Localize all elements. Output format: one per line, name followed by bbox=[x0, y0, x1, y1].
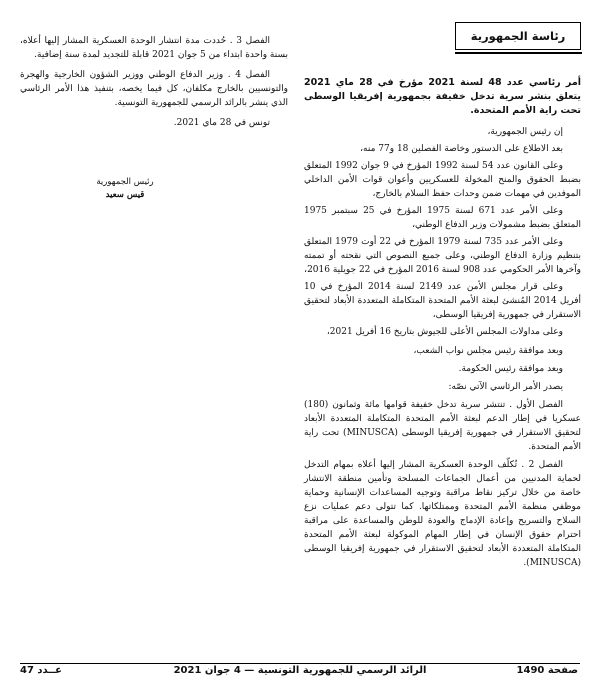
page-footer bbox=[20, 663, 580, 680]
paragraph: إن رئيس الجمهورية، bbox=[487, 127, 563, 137]
right-column bbox=[304, 125, 581, 570]
signer-name: قيس سعيد bbox=[105, 190, 145, 200]
paragraph: وعلى قرار مجلس الأمن عدد 2149 لسنة 2014 المؤرخ في 10 أفريل 2014 المُنشئ لبعثة الأمم المتحدة المتكاملة المتعددة الأبعاد لتحقيق الاستقرار في جمهورية إفريقيا الوسطى، bbox=[304, 282, 581, 320]
signer-title: رئيس الجمهورية bbox=[96, 177, 154, 187]
decree-title: أمر رئاسي عدد 48 لسنة 2021 مؤرخ في 28 ماي 2021 يتعلق بنشر سرية تدخل خفيفة بجمهورية إفريقيا الوسطى تحت راية الأمم المتحدة. bbox=[304, 77, 581, 116]
article-3: الفصل 3 . حُددت مدة انتشار الوحدة العسكرية المشار إليها أعلاه، بسنة واحدة ابتداء من 5 جوان 2021 قابلة للتجديد لمدة سنة إضافية. bbox=[20, 36, 288, 60]
issue-number: عــدد 47 bbox=[20, 665, 62, 676]
journal-name: الرائد الرسمي للجمهورية التونسية — 4 جوان 2021 bbox=[173, 665, 427, 676]
page-number: صفحة 1490 bbox=[516, 665, 578, 676]
paragraph: وعلى الأمر عدد 735 لسنة 1979 المؤرخ في 22 أوت 1979 المتعلق بتنظيم وزارة الدفاع الوطني، وعلى جميع النصوص التي نقحته أو تممته وآخرها الأمر الحكومي عدد 908 لسنة 2016 المؤرخ في 22 جويلية 2016، bbox=[304, 237, 581, 275]
paragraph: وبعد موافقة رئيس مجلس نواب الشعب، bbox=[413, 346, 563, 356]
paragraph: يصدر الأمر الرئاسي الآتي نصّه: bbox=[448, 382, 563, 392]
paragraph: وبعد موافقة رئيس الحكومة. bbox=[458, 364, 563, 374]
header-divider bbox=[455, 52, 582, 54]
article-4: الفصل 4 . وزير الدفاع الوطني ووزير الشؤون الخارجية والهجرة والتونسيين بالخارج مكلفان، كل فيما يخصه، بتنفيذ هذا الأمر الرئاسي الذي ينشر بالرائد الرسمي للجمهورية التونسية. bbox=[20, 70, 288, 108]
article-1: الفصل الأول . تنتشر سرية تدخل خفيفة قوامها مائة وثمانون (180) عسكريا في إطار الدعم لبعثة الأمم المتحدة المتكاملة المتعددة الأبعاد لتحقيق الاستقرار في جمهورية إفريقيا الوسطى (MINUSCA) تحت راية الأمم المتحدة. bbox=[304, 400, 582, 452]
signature-block bbox=[50, 176, 200, 202]
paragraph: بعد الاطلاع على الدستور وخاصة الفصلين 18 و77 منه، bbox=[360, 144, 563, 154]
section-title: رئاسة الجمهورية bbox=[470, 29, 566, 43]
paragraph: وعلى مداولات المجلس الأعلى للجيوش بتاريخ 16 أفريل 2021، bbox=[326, 327, 563, 337]
paragraph: وعلى القانون عدد 54 لسنة 1992 المؤرخ في 9 جوان 1992 المتعلق بضبط الحقوق والمنح المخولة للعسكريين وأعوان قوات الأمن الداخلي الموفدين في مهمات ضمن وحدات حفظ السلام بالخارج، bbox=[304, 161, 581, 199]
left-column bbox=[20, 34, 288, 130]
section-header bbox=[455, 22, 581, 50]
paragraph: وعلى الأمر عدد 671 لسنة 1975 المؤرخ في 25 سبتمبر 1975 المتعلق بضبط مشمولات وزير الدفاع الوطني، bbox=[304, 206, 581, 230]
article-2: الفصل 2 . تُكلّف الوحدة العسكرية المشار إليها أعلاه بمهام التدخل لحماية المدنيين من أعمال الجماعات المسلحة وتأمين منطقة الانتشار خاصة من خلال تركيز نقاط مراقبة وتوجيه المساعدات الإنسانية وحماية موظفي منظمة الأمم المتحدة وممتلكاتها. كما تتولى دعم عمليات نزع السلاح والتسريح وإعادة الإدماج والعودة للوطن والمساعدة على مراقبة احترام حقوق الإنسان في إطار المهام الموكولة لبعثة الأمم المتحدة المتكاملة المتعددة الأبعاد لتحقيق الاستقرار في جمهورية إفريقيا الوسطى (MINUSCA). bbox=[304, 460, 581, 568]
date-place: تونس في 28 ماي 2021. bbox=[173, 118, 270, 128]
